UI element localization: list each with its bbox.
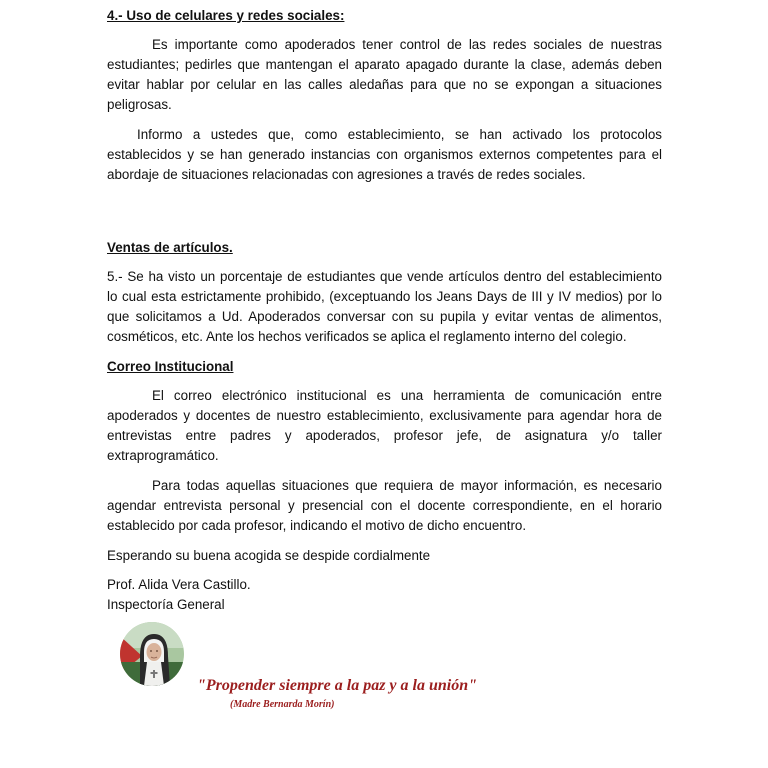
closing-line: Esperando su buena acogida se despide cordialmente bbox=[107, 548, 431, 563]
signature-name: Prof. Alida Vera Castillo. bbox=[107, 577, 251, 592]
nun-portrait-image bbox=[120, 622, 184, 686]
footer-attribution: (Madre Bernarda Morín) bbox=[230, 699, 335, 710]
footer-motto: "Propender siempre a la paz y a la unión" bbox=[197, 677, 477, 694]
section-heading-celulares: 4.- Uso de celulares y redes sociales: bbox=[107, 8, 345, 23]
paragraph-ventas-1: 5.- Se ha visto un porcentaje de estudiantes que vende artículos dentro del establecimiento lo cual esta estrictamente prohibido, (exceptuando los Jeans Days de III y IV medios) por lo que solicitamos a Ud. Apoderados conversar con su pupila y evitar ventas de alimentos, cosméticos, etc. Ante los hechos verificados se aplica el reglamento interno del colegio. bbox=[107, 269, 662, 344]
section-heading-ventas: Ventas de artículos. bbox=[107, 240, 233, 255]
paragraph-correo-2: Para todas aquellas situaciones que requiera de mayor información, es necesario agendar entrevista personal y presencial con el docente correspondiente, en el horario establecido por cada profesor, indicando el motivo de dicho encuentro. bbox=[107, 478, 662, 533]
signature-title: Inspectoría General bbox=[107, 597, 225, 612]
paragraph-celulares-2: Informo a ustedes que, como establecimiento, se han activado los protocolos establecidos y se han generado instancias con organismos externos competentes para el abordaje de situaciones relacionadas con agresiones a través de redes sociales. bbox=[107, 127, 662, 182]
document-body bbox=[107, 6, 662, 615]
paragraph-correo-1: El correo electrónico institucional es una herramienta de comunicación entre apoderados y docentes de nuestro establecimiento, exclusivamente para agendar hora de entrevistas entre padres y apoderados, profesor jefe, de asignatura y/o taller extraprogramático. bbox=[107, 388, 662, 463]
section-heading-correo: Correo Institucional bbox=[107, 359, 234, 374]
portrait-avatar bbox=[120, 622, 184, 686]
paragraph-celulares-1: Es importante como apoderados tener control de las redes sociales de nuestras estudiantes; pedirles que mantengan el aparato apagado durante la clase, además deben evitar hablar por celular en las calles aledañas para que no se expongan a situaciones peligrosas. bbox=[107, 37, 662, 112]
